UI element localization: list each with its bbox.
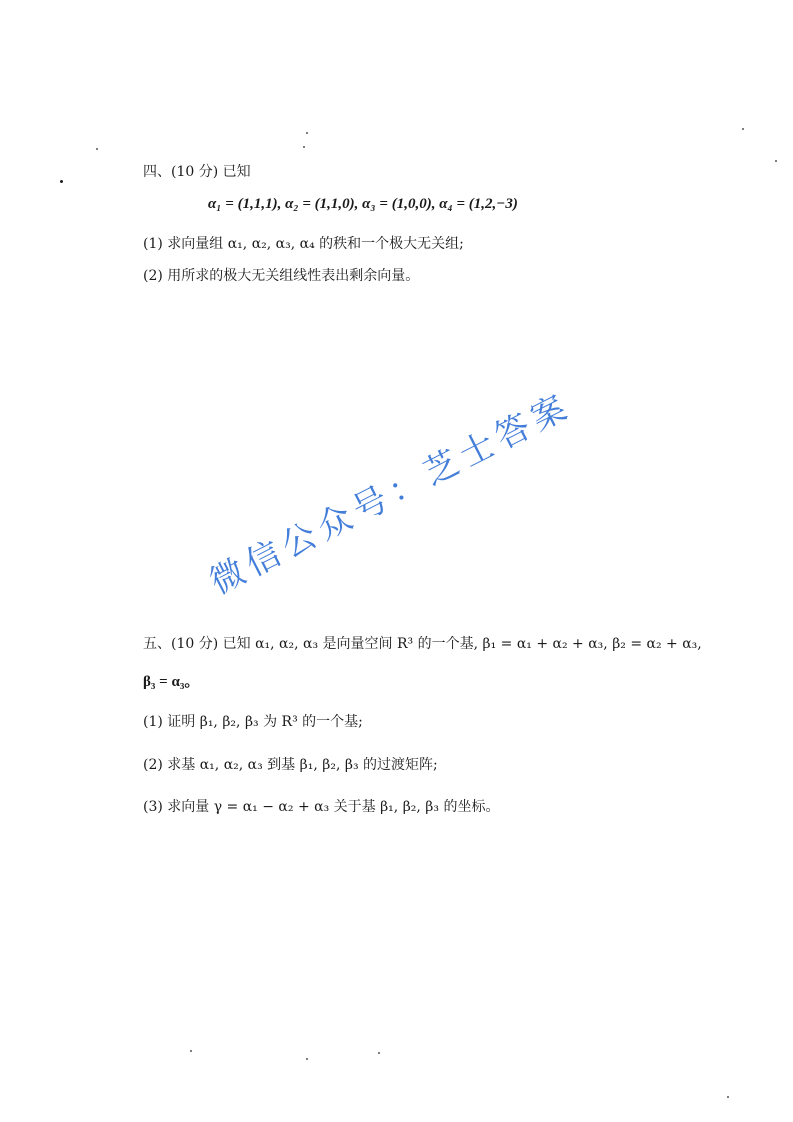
watermark: 微信公众号：芝士答案 <box>203 385 579 603</box>
scan-speck <box>303 146 305 148</box>
scan-speck <box>742 128 744 130</box>
problem5-heading: 五、(10 分) 已知 α₁, α₂, α₃ 是向量空间 R³ 的一个基, β₁ = α₁ + α₂ + α₃, β₂ = α₂ + α₃, <box>143 636 702 652</box>
scan-speck <box>378 1052 380 1054</box>
problem4-question-1: (1) 求向量组 α₁, α₂, α₃, α₄ 的秩和一个极大无关组; <box>143 236 464 252</box>
problem4-heading: 四、(10 分) 已知 <box>143 164 251 180</box>
scan-speck <box>775 160 777 162</box>
scan-speck <box>727 1096 729 1098</box>
problem5-question-2: (2) 求基 α₁, α₂, α₃ 到基 β₁, β₂, β₃ 的过渡矩阵; <box>143 757 438 773</box>
scan-speck <box>190 1050 192 1052</box>
problem4-given-vectors: α₁ = (1,1,1), α₂ = (1,1,0), α₃ = (1,0,0), α₄ = (1,2,−3) <box>208 196 518 212</box>
problem5-heading-continuation: β₃ = α₃。 <box>143 674 200 690</box>
problem5-question-3: (3) 求向量 γ = α₁ − α₂ + α₃ 关于基 β₁, β₂, β₃ 的坐标。 <box>143 799 500 815</box>
scan-speck <box>96 148 98 150</box>
problem5-question-1: (1) 证明 β₁, β₂, β₃ 为 R³ 的一个基; <box>143 714 363 730</box>
scan-speck <box>60 180 63 183</box>
scan-speck <box>306 132 308 134</box>
scan-speck <box>306 1058 308 1060</box>
problem4-question-2: (2) 用所求的极大无关组线性表出剩余向量。 <box>143 268 420 284</box>
